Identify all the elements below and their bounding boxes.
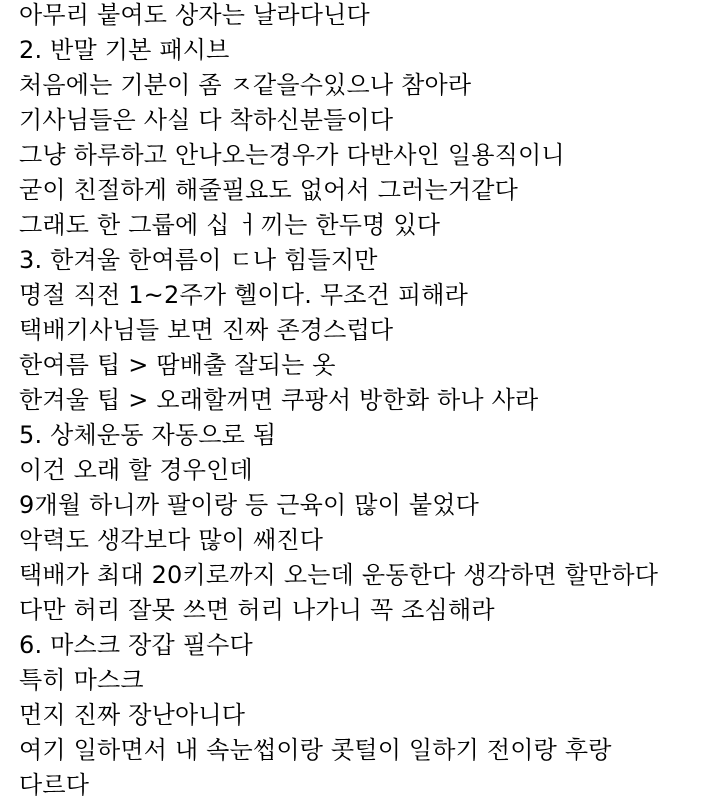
text-line: 특히 마스크 — [19, 666, 144, 694]
text-line: 다만 허리 잘못 쓰면 허리 나가니 꼭 조심해라 — [19, 596, 495, 624]
text-line: 먼지 진짜 장난아니다 — [19, 701, 246, 729]
text-line: 처음에는 기분이 좀 ㅈ같을수있으나 참아라 — [19, 71, 472, 99]
section-heading: 6. 마스크 장갑 필수다 — [19, 631, 253, 659]
section-heading: 2. 반말 기본 패시브 — [19, 36, 230, 64]
text-line: 그냥 하루하고 안나오는경우가 다반사인 일용직이니 — [19, 141, 565, 169]
text-line: 다르다 — [19, 771, 90, 799]
text-line: 택배가 최대 20키로까지 오는데 운동한다 생각하면 할만하다 — [19, 561, 659, 589]
section-heading: 3. 한겨울 한여름이 ㄷ나 힘들지만 — [19, 246, 378, 274]
text-line: 아무리 붙여도 상자는 날라다닌다 — [19, 1, 370, 29]
text-line: 기사님들은 사실 다 착하신분들이다 — [19, 106, 394, 134]
document-body — [19, 0, 709, 803]
text-line: 한여름 팁 > 땀배출 잘되는 옷 — [19, 351, 336, 379]
text-line: 명절 직전 1~2주가 헬이다. 무조건 피해라 — [19, 281, 468, 309]
text-line: 택배기사님들 보면 진짜 존경스럽다 — [19, 316, 394, 344]
text-line: 굳이 친절하게 해줄필요도 없어서 그러는거같다 — [19, 176, 518, 204]
text-line: 그래도 한 그룹에 십 ㅓ끼는 한두명 있다 — [19, 211, 441, 239]
section-heading: 5. 상체운동 자동으로 됨 — [19, 421, 277, 449]
text-line: 여기 일하면서 내 속눈썹이랑 콧털이 일하기 전이랑 후랑 — [19, 736, 612, 764]
text-line: 이건 오래 할 경우인데 — [19, 456, 253, 484]
text-line: 한겨울 팁 > 오래할꺼면 쿠팡서 방한화 하나 사라 — [19, 386, 539, 414]
text-line: 악력도 생각보다 많이 쌔진다 — [19, 526, 324, 554]
text-line: 9개월 하니까 팔이랑 등 근육이 많이 붙었다 — [19, 491, 479, 519]
